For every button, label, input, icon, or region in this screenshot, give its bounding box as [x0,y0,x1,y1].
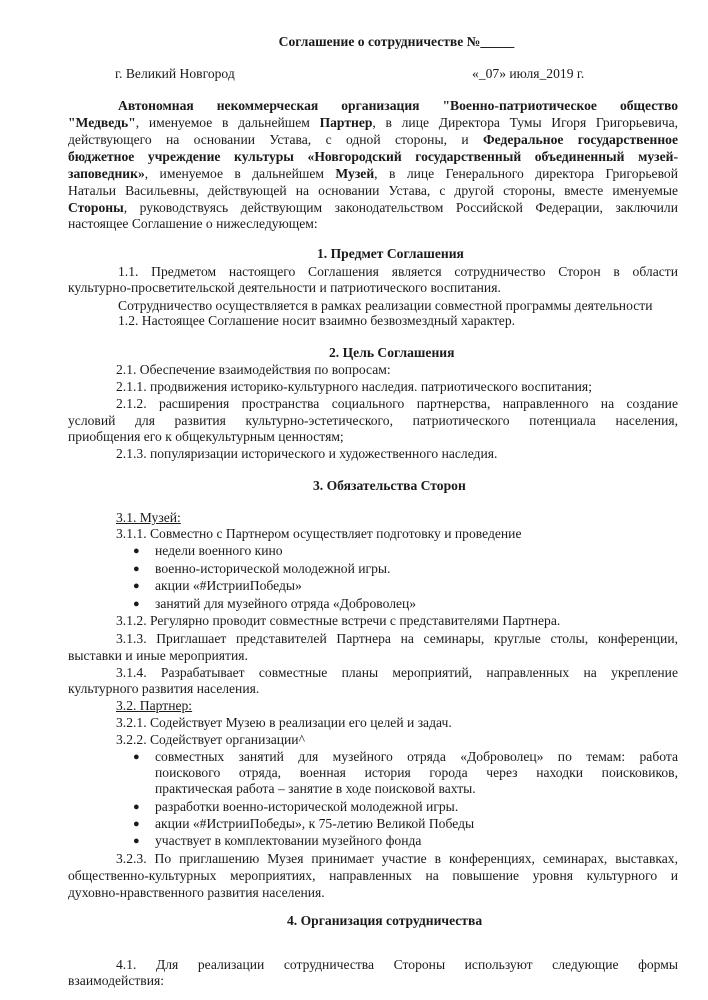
preamble-line [68,200,678,216]
text: , именуемое в дальнейшем [144,166,336,181]
museum-label: 3.1. Музей: [116,510,181,525]
city: г. Великий Новгород [115,66,235,81]
paragraph-line: 4.1. Для реализации сотрудничества Стороны используют следующие формы [116,957,678,972]
list-item: разработки военно-исторической молодежной игры. [155,799,459,814]
preamble-line [68,183,678,199]
paragraph-line: приобщения его к общекультурным ценностям; [68,429,344,444]
bullet-icon: ● [133,818,140,830]
list-item: участвует в комплектовании музейного фонда [155,833,422,848]
preamble-line [68,149,678,165]
paragraph-line: 2.1.2. расширения пространства социального партнерства, направленного на создание [116,396,678,411]
section-2-heading: 2. Цель Соглашения [329,345,455,360]
paragraph-line: выставки и иные мероприятия. [68,648,248,663]
bullet-icon: ● [133,545,140,557]
bold-text: Стороны [68,200,124,215]
list-item: акции «#ИстрииПобеды» [155,578,302,593]
paragraph-line: 3.1.4. Разрабатывает совместные планы мероприятий, направленных на укрепление [116,665,678,680]
text: Натальи Васильевны, действующей на основании Устава, с другой стороны, вместе именуемые [68,183,678,198]
paragraph-line: 3.2.2. Содействует организации^ [116,732,305,747]
list-item: акции «#ИстрииПобеды», к 75-летию Великой Победы [155,816,475,831]
bold-text: бюджетное учреждение культуры «Новгородский государственный объединенный музей- [68,149,678,164]
text: , именуемое в дальнейшем [135,115,320,130]
bold-text: Автономная некоммерческая организация "Военно-патриотическое общество [118,98,678,113]
bullet-icon: ● [133,835,140,847]
list-item-continuation: практическая работа – занятие в ходе поисковой вахты. [155,781,476,796]
paragraph-line: 2.1. Обеспечение взаимодействия по вопросам: [116,362,391,377]
preamble-line [68,132,678,148]
paragraph-line: 2.1.1. продвижения историко-культурного наследия. патриотического воспитания; [116,379,592,394]
paragraph-line: 3.1.1. Совместно с Партнером осуществляет подготовку и проведение [116,526,522,541]
paragraph-line: Сотрудничество осуществляется в рамках реализации совместной программы деятельности [118,298,653,313]
section-3-heading: 3. Обязательства Сторон [313,478,466,493]
text: , в лице Директора Тумы Игоря Григорьевича, [372,115,678,130]
paragraph-line: духовно-нравственного развития населения. [68,885,325,900]
bold-text: заповедник» [68,166,145,181]
text: , руководствуясь действующим законодательством Российской Федерации, заключили [123,200,678,215]
paragraph-line: условий для развития культурно-эстетического, патриотического потенциала населения, [68,413,678,428]
paragraph-line: взаимодействия: [68,973,165,988]
list-item: недели военного кино [155,543,283,558]
paragraph-line: культурного развития населения. [68,681,260,696]
bullet-icon: ● [133,598,140,610]
date: «_07» июля_2019 г. [472,66,585,81]
preamble-line [68,216,318,232]
paragraph-line: 3.2.3. По приглашению Музея принимает участие в конференциях, семинарах, выставках, [116,851,678,866]
preamble-line [68,166,678,182]
bullet-icon: ● [133,563,140,575]
list-item: занятий для музейного отряда «Доброволец» [155,596,417,611]
bold-text: Федеральное государственное [483,132,678,147]
preamble-line [68,115,678,131]
list-item: военно-исторической молодежной игры. [155,561,391,576]
paragraph-line: 3.1.2. Регулярно проводит совместные встречи с представителями Партнера. [116,613,561,628]
paragraph-line: 2.1.3. популяризации исторического и художественного наследия. [116,446,498,461]
paragraph-line: общественно-культурных мероприятиях, направленных на повышение уровня культурного и [68,868,678,883]
bullet-icon: ● [133,751,140,763]
partner-label: 3.2. Партнер: [116,698,193,713]
bullet-icon: ● [133,580,140,592]
section-4-heading: 4. Организация сотрудничества [287,913,483,928]
text: настоящее Соглашение о нижеследующем: [68,216,318,231]
paragraph-line: культурно-просветительской деятельности и патриотического воспитания. [68,280,501,295]
bold-text: Музей [335,166,375,181]
section-1-heading: 1. Предмет Соглашения [317,246,464,261]
bold-text: "Медведь" [68,115,136,130]
bold-text: Партнер [319,115,373,130]
bullet-icon: ● [133,801,140,813]
text: , в лице Генерального директора Григорьевой [374,166,678,181]
paragraph-line: 1.1. Предметом настоящего Соглашения является сотрудничество Сторон в области [118,264,678,279]
paragraph-line: 3.1.3. Приглашает представителей Партнера на семинары, круглые столы, конференции, [116,631,678,646]
list-item: совместных занятий для музейного отряда «Доброволец» по темам: работа [155,749,678,764]
paragraph-line: 3.2.1. Содействует Музею в реализации его целей и задач. [116,715,452,730]
list-item-continuation: поискового отряда, военная история города через находки поисковиков, [155,765,678,780]
text: действующего на основании Устава, с одной стороны, и [68,132,483,147]
paragraph-line: 1.2. Настоящее Соглашение носит взаимно безвозмездный характер. [118,313,516,328]
document-title: Соглашение о сотрудничестве №_____ [278,34,515,49]
preamble-line [118,98,678,114]
